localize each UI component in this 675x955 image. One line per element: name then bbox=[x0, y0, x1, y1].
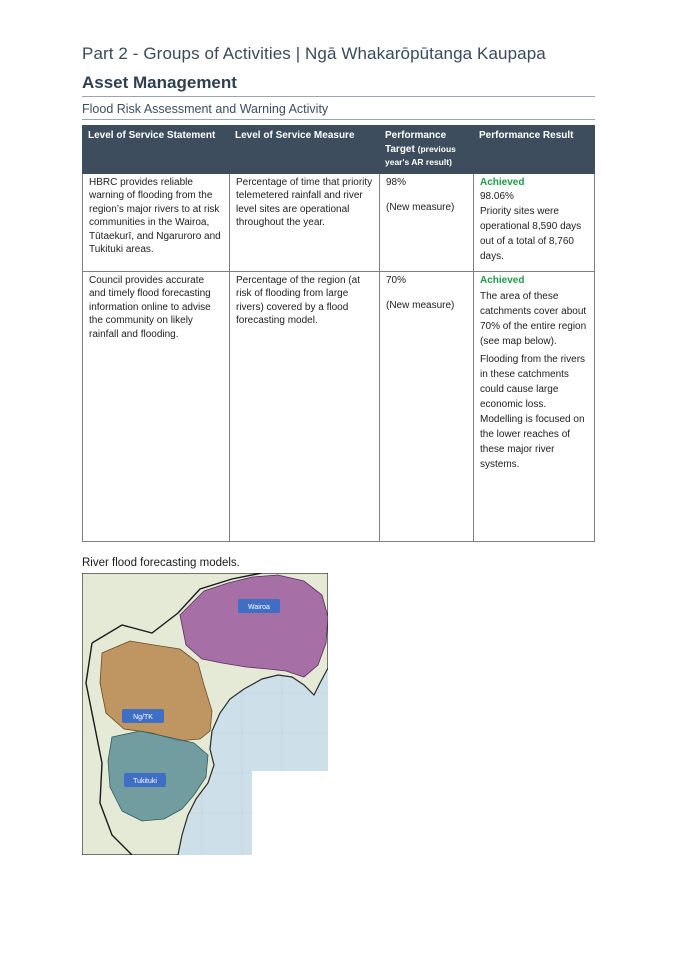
table-row bbox=[83, 271, 595, 541]
ngtk-label: Ng/TK bbox=[133, 714, 153, 721]
activity-divider bbox=[82, 119, 595, 120]
blank-corner bbox=[252, 771, 328, 855]
target-value: 70% bbox=[386, 274, 407, 286]
activity-title: Flood Risk Assessment and Warning Activity bbox=[82, 102, 329, 116]
cell-measure: Percentage of the region (at risk of flooding from large rivers) covered by a flood forecasting model. bbox=[230, 271, 380, 541]
part-title: Part 2 - Groups of Activities | Ngā Whakarōpūtanga Kaupapa bbox=[82, 44, 546, 63]
wairoa-label: Wairoa bbox=[248, 604, 270, 611]
cell-measure: Percentage of time that priority telemetered rainfall and river level sites are operational throughout the year. bbox=[230, 173, 380, 271]
target-header-main: Performance Target bbox=[385, 130, 447, 155]
service-level-table bbox=[82, 125, 595, 542]
cell-statement: Council provides accurate and timely flood forecasting information online to advise the community on likely rainfall and flooding. bbox=[83, 271, 230, 541]
cell-statement: HBRC provides reliable warning of flooding from the region’s major rivers to at risk communities in the Wairoa, Tūtaekurī, and Ngaruroro and Tukituki areas. bbox=[83, 173, 230, 271]
result-detail: Priority sites were operational 8,590 days out of a total of 8,760 days. bbox=[480, 206, 582, 262]
table-row bbox=[83, 173, 595, 271]
cell-target bbox=[380, 173, 474, 271]
target-header-note: (previous year's AR result) bbox=[385, 143, 456, 167]
col-header-target bbox=[380, 126, 474, 174]
cell-result bbox=[474, 271, 595, 541]
map-graphic bbox=[82, 573, 328, 855]
col-header-statement: Level of Service Statement bbox=[83, 126, 230, 174]
map-caption: River flood forecasting models. bbox=[82, 557, 240, 569]
result-detail-2: Flooding from the rivers in these catchments could cause large economic loss. Modelling is focused on the lower reaches of these major river systems. bbox=[480, 354, 586, 470]
tukituki-label: Tukituki bbox=[133, 778, 157, 785]
target-previous: (New measure) bbox=[386, 202, 455, 213]
result-status: Achieved bbox=[480, 176, 525, 188]
target-previous: (New measure) bbox=[386, 300, 455, 311]
cell-target bbox=[380, 271, 474, 541]
target-value: 98% bbox=[386, 176, 407, 188]
col-header-measure: Level of Service Measure bbox=[230, 126, 380, 174]
result-status: Achieved bbox=[480, 274, 525, 286]
col-header-result: Performance Result bbox=[474, 126, 595, 174]
result-detail: The area of these catchments cover about 70% of the entire region (see map below). bbox=[480, 291, 587, 347]
result-value: 98.06% bbox=[480, 191, 514, 202]
table-header-row bbox=[83, 126, 595, 174]
section-title: Asset Management bbox=[82, 73, 237, 92]
cell-result bbox=[474, 173, 595, 271]
flood-model-map bbox=[82, 573, 328, 855]
section-divider bbox=[82, 96, 595, 97]
